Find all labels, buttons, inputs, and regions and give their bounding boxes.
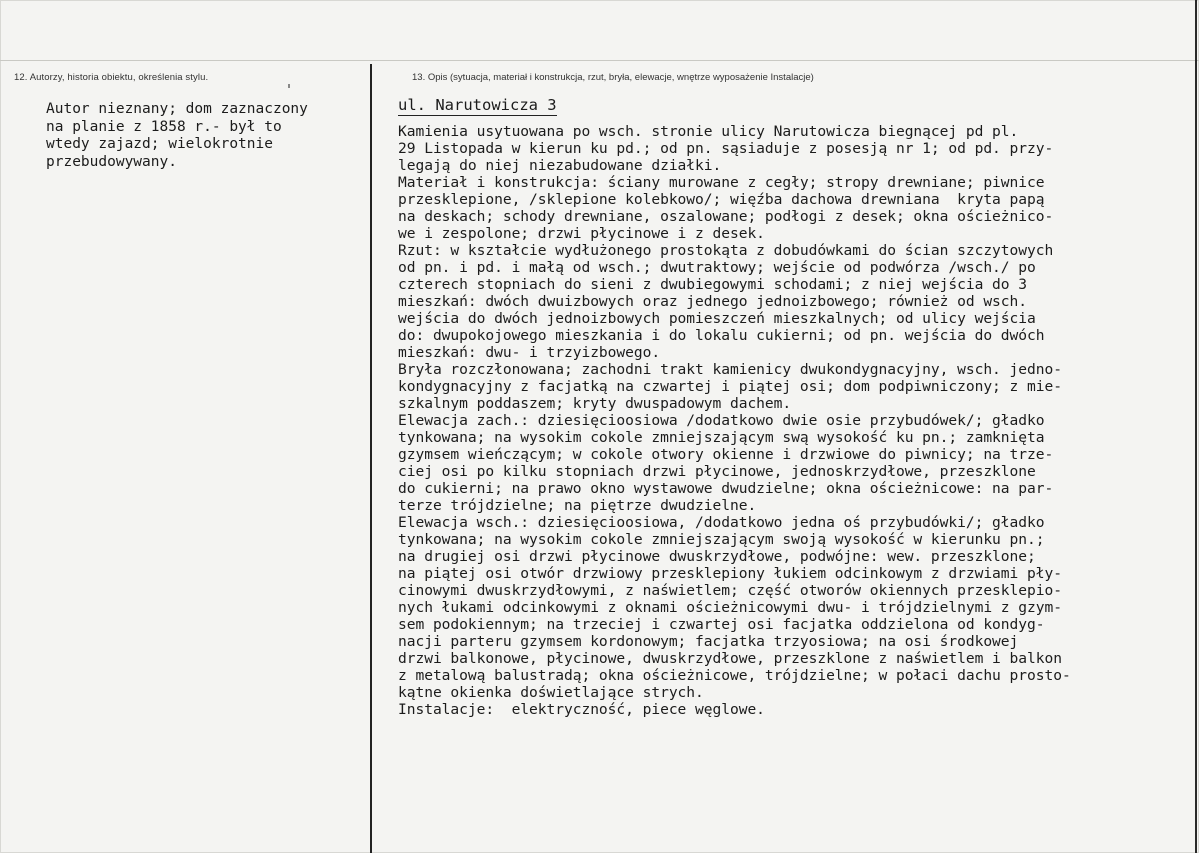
description-line: Kamienia usytuowana po wsch. stronie ulicy Narutowicza biegnącej pd pl. [398,123,1019,140]
description-line: Bryła rozczłonowana; zachodni trakt kamienicy dwukondygnacyjny, wsch. jedno- [398,361,1062,378]
description-line: sem podokiennym; na trzeciej i czwartej osi facjatka oddzielona od kondyg- [398,616,1045,633]
column-divider [370,64,372,853]
field-12-label: 12. Autorzy, historia obiektu, określenia stylu. [14,72,209,83]
description-line: terze trójdzielne; na piętrze dwudzielne. [398,497,757,514]
description-line: cinowymi dwuskrzydłowymi, z naświetlem; część otworów okiennych przesklepio- [398,582,1062,599]
description-line: Materiał i konstrukcja: ściany murowane z cegły; stropy drewniane; piwnice [398,174,1045,191]
description-line: 29 Listopada w kierun ku pd.; od pn. sąsiaduje z posesją nr 1; od pd. przy- [398,140,1054,157]
field-13-label: 13. Opis (sytuacja, materiał i konstrukcja, rzut, bryła, elewacje, wnętrze wyposażenie Instalacje) [412,72,814,83]
description-line: na drugiej osi drzwi płycinowe dwuskrzydłowe, podwójne: wew. przeszklone; [398,548,1036,565]
description-line: legają do niej niezabudowane działki. [398,157,722,174]
description-line: Elewacja zach.: dziesięcioosiowa /dodatkowo dwie osie przybudówek/; gładko [398,412,1045,429]
description-line: szkalnym poddaszem; kryty dwuspadowym dachem. [398,395,792,412]
description-line: kątne okienka doświetlające strych. [398,684,704,701]
description-line: z metalową balustradą; okna ościeżnicowe, trójdzielne; w połaci dachu prosto- [398,667,1071,684]
description-line: do: dwupokojowego mieszkania i do lokalu cukierni; od pn. wejścia do dwóch [398,327,1045,344]
description-line: kondygnacyjny z facjatką na czwartej i piątej osi; dom podpiwniczony; z mie- [398,378,1062,395]
description-text [398,123,1188,718]
description-line: przesklepione, /sklepione kolebkowo/; więźba dachowa drewniana kryta papą [398,191,1045,208]
description-line: drzwi balkonowe, płycinowe, dwuskrzydłowe, przeszklone z naświetlem i balkon [398,650,1062,667]
description-line: tynkowana; na wysokim cokole zmniejszającym swą wysokość ku pn.; zamknięta [398,429,1045,446]
pencil-mark [288,84,290,88]
description-line: do cukierni; na prawo okno wystawowe dwudzielne; okna ościeżnicowe: na par- [398,480,1054,497]
description-line: czterech stopniach do sieni z dwubiegowymi schodami; z niej wejścia do 3 [398,276,1028,293]
description-line: we i zespolone; drzwi płycinowe i z desek. [398,225,765,242]
card-right-edge [1195,0,1197,853]
description-line: na deskach; schody drewniane, oszalowane; podłogi z desek; okna ościeżnico- [398,208,1054,225]
description-line: mieszkań: dwóch dwuizbowych oraz jednego jednoizbowego; również od wsch. [398,293,1028,310]
description-line: Elewacja wsch.: dziesięcioosiowa, /dodatkowo jedna oś przybudówki/; gładko [398,514,1045,531]
description-line: Rzut: w kształcie wydłużonego prostokąta z dobudówkami do ścian szczytowych [398,242,1054,259]
description-line: tynkowana; na wysokim cokole zmniejszającym swoją wysokość w kierunku pn.; [398,531,1045,548]
address-heading: ul. Narutowicza 3 [398,96,557,114]
description-line: nacji parteru gzymsem kordonowym; facjatka trzyosiowa; na osi środkowej [398,633,1019,650]
description-line: mieszkań: dwu- i trzyizbowego. [398,344,661,361]
description-line: gzymsem wieńczącym; w cokole otwory okienne i drzwiowe do piwnicy; na trze- [398,446,1054,463]
card-top-rule [0,60,1199,61]
description-line: od pn. i pd. i małą od wsch.; dwutraktowy; wejście od podwórza /wsch./ po [398,259,1036,276]
description-line: ciej osi po kilku stopniach drzwi płycinowe, jednoskrzydłowe, przeszklone [398,463,1036,480]
description-line: nych łukami odcinkowymi z oknami ościeżnicowymi dwu- i trójdzielnymi z gzym- [398,599,1062,616]
description-line: wejścia do dwóch jednoizbowych pomieszczeń mieszkalnych; od ulicy wejścia [398,310,1036,327]
description-line: na piątej osi otwór drzwiowy przesklepiony łukiem odcinkowym z drzwiami pły- [398,565,1062,582]
authors-history-text: Autor nieznany; dom zaznaczony na planie z 1858 r.- był to wtedy zajazd; wielokrotnie przebudowywany. [46,101,308,170]
description-line: Instalacje: elektryczność, piece węglowe. [398,701,765,718]
